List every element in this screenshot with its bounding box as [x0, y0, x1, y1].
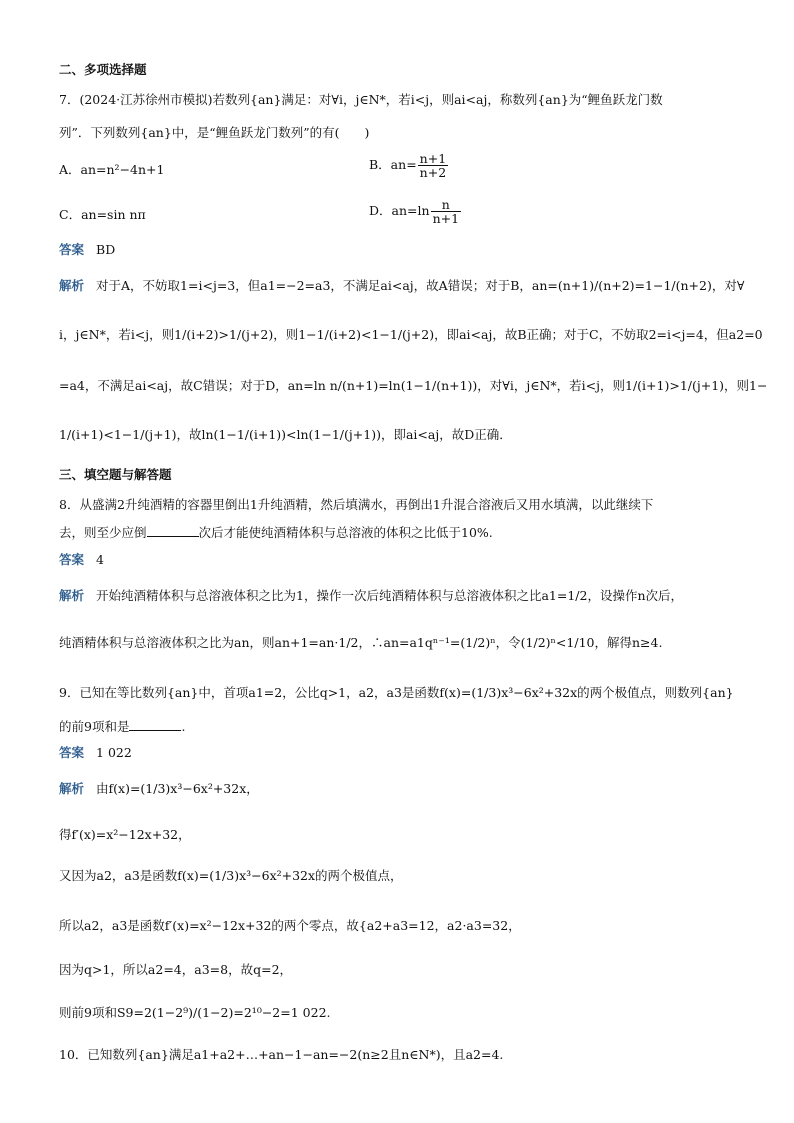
q9-stem-post: . — [181, 719, 186, 734]
q8-analysis-text-1: 开始纯酒精体积与总溶液体积之比为1，操作一次后纯酒精体积与总溶液体积之比a1=1/2，设操作n次后， — [96, 588, 684, 603]
q7-analysis-text-1: 对于A，不妨取1=i<j=3，但a1=−2=a3，不满足ai<aj，故A错误；对于B，an=(n+1)/(n+2)=1−1/(n+2)，对∀ — [96, 278, 745, 293]
q8-analysis-line1 — [59, 587, 683, 605]
q10-stem: 10．已知数列{an}满足a1+a2+…+an−1−an=−2(n≥2且n∈N*)，且a2=4. — [59, 1047, 504, 1062]
q9-analysis-label: 解析 — [59, 781, 85, 796]
q9-stem-line2 — [59, 717, 185, 736]
q7-answer-label: 答案 — [59, 242, 85, 257]
q9-answer-blank — [129, 717, 181, 731]
q9-analysis-step4: 所以a2，a3是函数f′(x)=x²−12x+32的两个零点，故{a2+a3=12，a2·a3=32， — [59, 918, 521, 933]
q9-answer-value: 1 022 — [96, 745, 132, 760]
q7-analysis-label: 解析 — [59, 278, 85, 293]
q9-stem-pre: 的前9项和是 — [59, 719, 130, 734]
q8-stem-pre: 去，则至少应倒 — [59, 525, 147, 540]
q7-option-d — [369, 198, 462, 225]
section-heading-fill-in: 三、填空题与解答题 — [59, 467, 172, 482]
q8-analysis-line2: 纯酒精体积与总溶液体积之比为an，则an+1=an·1/2，∴an=a1qⁿ⁻¹=(1/2)ⁿ，令(1/2)ⁿ<1/10，解得n≥4. — [59, 635, 663, 650]
q7-analysis-line1 — [59, 277, 744, 295]
q8-stem-line2 — [59, 523, 493, 542]
q9-answer — [59, 744, 132, 762]
q7-option-b — [369, 152, 449, 179]
q8-answer-label: 答案 — [59, 552, 85, 567]
q9-analysis-step1 — [59, 780, 259, 798]
q9-analysis-step3: 又因为a2，a3是函数f(x)=(1/3)x³−6x²+32x的两个极值点， — [59, 868, 403, 883]
q7-answer — [59, 241, 115, 259]
q7-stem-line2: 列”．下列数列{an}中，是“鲤鱼跃龙门数列”的有( ) — [59, 125, 370, 140]
q7-option-b-denominator: n+2 — [419, 165, 447, 180]
q7-option-c: C．an=sin nπ — [59, 207, 146, 222]
q7-option-d-denominator: n+1 — [432, 211, 460, 226]
q9-analysis-step2: 得f′(x)=x²−12x+32， — [59, 827, 191, 842]
q7-option-d-prefix: D．an=ln — [369, 203, 430, 218]
q9-analysis-step5: 因为q>1，所以a2=4，a3=8，故q=2， — [59, 962, 293, 977]
q7-answer-value: BD — [96, 242, 116, 257]
section-heading-multiple-choice: 二、多项选择题 — [59, 62, 147, 77]
q8-stem-post: 次后才能使纯酒精体积与总溶液的体积之比低于10%. — [198, 525, 493, 540]
q7-option-b-prefix: B．an= — [369, 157, 417, 172]
q8-stem-line1: 8．从盛满2升纯酒精的容器里倒出1升纯酒精，然后填满水，再倒出1升混合溶液后又用水填满，以此继续下 — [59, 497, 654, 512]
q7-stem-line1: 7．(2024·江苏徐州市模拟)若数列{an}满足：对∀i，j∈N*，若i<j，则ai<aj，称数列{an}为“鲤鱼跃龙门数 — [59, 92, 663, 107]
q8-answer — [59, 551, 104, 569]
q9-analysis-step6: 则前9项和S9=2(1−2⁹)/(1−2)=2¹⁰−2=1 022. — [59, 1005, 331, 1020]
q7-option-a: A．an=n²−4n+1 — [59, 162, 165, 177]
q9-analysis-text-1: 由f(x)=(1/3)x³−6x²+32x， — [96, 781, 259, 796]
q8-answer-value: 4 — [96, 552, 104, 567]
q7-analysis-line3: =a4，不满足ai<aj，故C错误；对于D，an=ln n/(n+1)=ln(1−1/(n+1))，对∀i，j∈N*，若i<j，则1/(i+1)>1/(j+1)，则1− — [59, 378, 768, 393]
q7-option-b-numerator: n+1 — [419, 151, 447, 166]
q7-analysis-line4: 1/(i+1)<1−1/(j+1)，故ln(1−1/(i+1))<ln(1−1/(j+1))，即ai<aj，故D正确． — [59, 427, 512, 442]
q8-analysis-label: 解析 — [59, 588, 85, 603]
q7-analysis-line2: i，j∈N*，若i<j，则1/(i+2)>1/(j+2)，则1−1/(i+2)<1−1/(j+2)，即ai<aj，故B正确；对于C，不妨取2=i<j=4，但a2=0 — [59, 327, 763, 342]
q8-answer-blank — [147, 523, 199, 537]
q9-answer-label: 答案 — [59, 745, 85, 760]
q9-stem-line1: 9．已知在等比数列{an}中，首项a1=2，公比q>1，a2，a3是函数f(x)=(1/3)x³−6x²+32x的两个极值点，则数列{an} — [59, 685, 734, 700]
q7-option-d-numerator: n — [431, 198, 461, 212]
